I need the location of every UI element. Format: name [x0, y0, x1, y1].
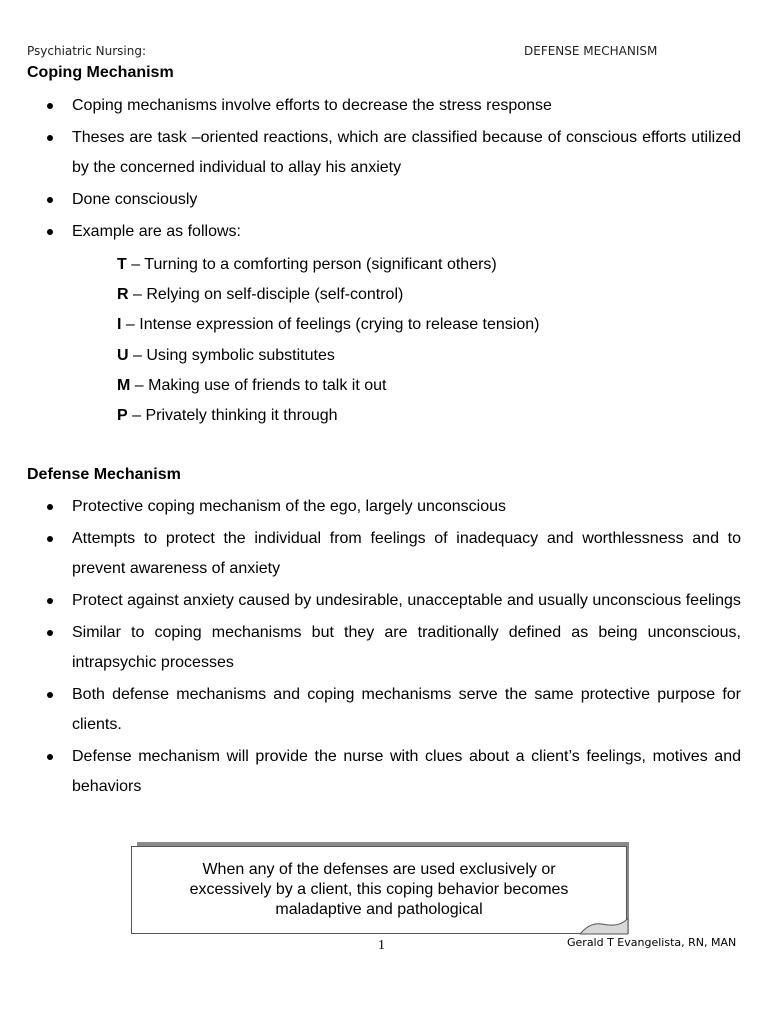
mnemonic-letter: R — [117, 286, 129, 304]
bullet-dot — [47, 103, 53, 109]
bullet-dot — [47, 598, 53, 604]
list-item — [27, 742, 741, 802]
bullet-text: Defense mechanism will provide the nurse with clues about a client’s feelings, motives and behaviors — [72, 748, 741, 795]
mnemonic-letter: M — [117, 376, 131, 394]
bullet-dot — [47, 135, 53, 141]
callout-text: When any of the defenses are used exclusively or excessively by a client, this coping behavior becomes maladaptive and pathological — [189, 861, 569, 918]
list-item — [27, 185, 741, 215]
mnemonic-item — [117, 310, 539, 340]
bullet-dot — [47, 754, 53, 760]
footer-author: Gerald T Evangelista, RN, MAN — [567, 936, 737, 949]
coping-bullet-list — [27, 91, 741, 249]
mnemonic-text: – Making use of friends to talk it out — [130, 376, 387, 394]
page-number: 1 — [378, 938, 385, 953]
list-item — [27, 492, 741, 522]
mnemonic-item — [117, 280, 539, 310]
mnemonic-item — [117, 250, 539, 280]
bullet-text: Coping mechanisms involve efforts to decrease the stress response — [72, 97, 552, 114]
bullet-dot — [47, 692, 53, 698]
header-right: DEFENSE MECHANISM — [524, 44, 658, 58]
mnemonic-list — [117, 250, 539, 431]
list-item — [27, 217, 741, 247]
mnemonic-text: – Relying on self-disciple (self-control) — [128, 286, 404, 304]
list-item — [27, 680, 741, 740]
mnemonic-text: – Privately thinking it through — [127, 407, 338, 425]
bullet-dot — [47, 229, 53, 235]
list-item — [27, 586, 741, 616]
mnemonic-letter: T — [117, 256, 127, 273]
mnemonic-text: – Using symbolic substitutes — [128, 346, 335, 364]
header-left: Psychiatric Nursing: — [27, 44, 147, 58]
list-item — [27, 524, 741, 584]
coping-title: Coping Mechanism — [27, 64, 174, 81]
mnemonic-item — [117, 401, 539, 431]
bullet-text: Theses are task –oriented reactions, which are classified because of conscious efforts utilized by the concerned individual to allay his anxiety — [72, 129, 741, 176]
mnemonic-text: – Intense expression of feelings (crying to release tension) — [121, 316, 540, 334]
mnemonic-item — [117, 371, 539, 401]
page-curl-icon — [580, 918, 628, 936]
mnemonic-text: – Turning to a comforting person (significant others) — [126, 256, 497, 273]
bullet-text: Attempts to protect the individual from feelings of inadequacy and worthlessness and to prevent awareness of anxiety — [72, 530, 741, 577]
bullet-text: Both defense mechanisms and coping mechanisms serve the same protective purpose for clients. — [72, 686, 741, 733]
bullet-text: Protective coping mechanism of the ego, largely unconscious — [72, 498, 507, 515]
mnemonic-letter: P — [117, 407, 128, 425]
bullet-text: Protect against anxiety caused by undesirable, unacceptable and usually unconscious feelings — [72, 592, 741, 609]
bullet-text: Example are as follows: — [72, 223, 241, 240]
defense-bullet-list — [27, 492, 741, 804]
mnemonic-letter: I — [117, 316, 122, 334]
callout-box — [131, 846, 627, 934]
mnemonic-item — [117, 341, 539, 371]
mnemonic-letter: U — [117, 346, 129, 364]
bullet-dot — [47, 630, 53, 636]
list-item — [27, 91, 741, 121]
list-item — [27, 618, 741, 678]
list-item — [27, 123, 741, 183]
bullet-text: Similar to coping mechanisms but they are traditionally defined as being unconscious, intrapsychic processes — [72, 624, 741, 671]
bullet-dot — [47, 504, 53, 510]
bullet-dot — [47, 197, 53, 203]
bullet-text: Done consciously — [72, 191, 198, 208]
defense-title: Defense Mechanism — [27, 466, 181, 483]
bullet-dot — [47, 536, 53, 542]
